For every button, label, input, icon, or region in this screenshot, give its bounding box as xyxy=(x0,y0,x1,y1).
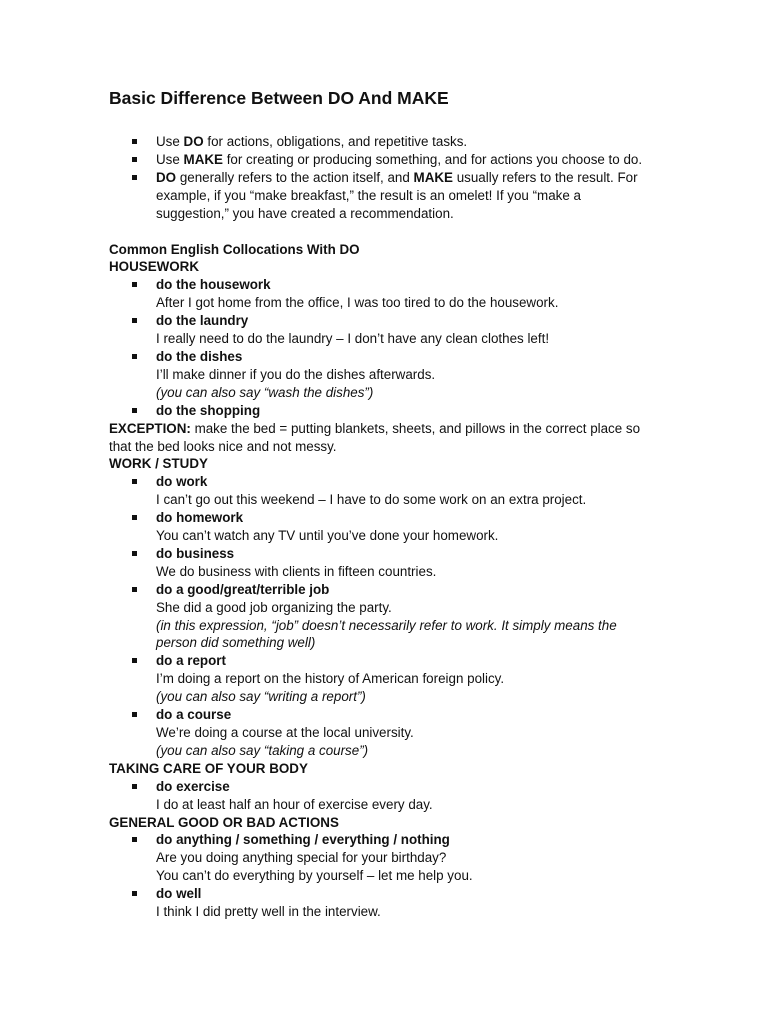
section-heading: HOUSEWORK xyxy=(109,259,200,275)
collocation-item xyxy=(109,831,654,885)
collocation-phrase: do the dishes xyxy=(156,348,243,364)
collocation-item xyxy=(109,276,654,312)
page-title: Basic Difference Between DO And MAKE xyxy=(109,88,449,108)
example-sentence: I do at least half an hour of exercise every day. xyxy=(156,796,433,812)
collocation-item xyxy=(109,581,654,653)
intro-text: Use xyxy=(156,134,184,149)
collocation-phrase: do homework xyxy=(156,510,244,526)
spacer xyxy=(109,223,654,241)
intro-text: generally refers to the action itself, and xyxy=(176,169,414,185)
collocation-phrase: do work xyxy=(156,474,208,490)
collocation-phrase: do the housework xyxy=(156,277,271,293)
keyword: MAKE xyxy=(183,151,223,167)
example-sentence: Are you doing anything special for your birthday? xyxy=(156,850,447,866)
collocation-item xyxy=(109,312,654,348)
collocation-item xyxy=(109,348,654,402)
example-sentence: After I got home from the office, I was too tired to do the housework. xyxy=(156,295,559,311)
keyword: MAKE xyxy=(413,169,453,185)
section-heading: TAKING CARE OF YOUR BODY xyxy=(109,760,308,776)
collocation-phrase: do well xyxy=(156,886,202,902)
example-sentence: We do business with clients in fifteen countries. xyxy=(156,563,437,579)
intro-item xyxy=(109,151,654,169)
keyword: DO xyxy=(183,134,204,149)
collocation-list xyxy=(109,778,654,814)
collocation-phrase: do the shopping xyxy=(156,402,261,418)
exception-note xyxy=(109,420,654,456)
collocation-list xyxy=(109,831,654,921)
collocation-item xyxy=(109,402,654,420)
collocation-phrase: do business xyxy=(156,545,235,561)
usage-note: (you can also say “taking a course”) xyxy=(156,742,369,758)
exception-text: make the bed = putting blankets, sheets, and pillows in the correct place so that the bed looks nice and not messy. xyxy=(109,420,641,454)
example-sentence: I really need to do the laundry – I don’t have any clean clothes left! xyxy=(156,331,550,347)
intro-item xyxy=(109,169,654,223)
example-sentence: You can’t watch any TV until you’ve done your homework. xyxy=(156,528,499,544)
usage-note: (you can also say “wash the dishes”) xyxy=(156,384,374,400)
collocation-item xyxy=(109,545,654,581)
example-sentence: You can’t do everything by yourself – let me help you. xyxy=(156,868,473,884)
intro-text: usually refers to the result. For example, if you “make breakfast,” the result is an omelet! If you “make a suggestion,” you have created a recommendation. xyxy=(156,169,638,221)
example-sentence: I’m doing a report on the history of American foreign policy. xyxy=(156,671,505,687)
collocation-item xyxy=(109,885,654,921)
collocation-phrase: do the laundry xyxy=(156,313,249,329)
example-sentence: I can’t go out this weekend – I have to do some work on an extra project. xyxy=(156,492,587,508)
section-heading: GENERAL GOOD OR BAD ACTIONS xyxy=(109,814,339,830)
collocation-phrase: do exercise xyxy=(156,778,230,794)
usage-note: (you can also say “writing a report”) xyxy=(156,689,366,705)
usage-note: (in this expression, “job” doesn’t necessarily refer to work. It simply means the person did something well) xyxy=(156,617,617,651)
collocation-item xyxy=(109,509,654,545)
collocation-phrase: do anything / something / everything / nothing xyxy=(156,832,450,848)
intro-text: for creating or producing something, and for actions you choose to do. xyxy=(222,151,643,167)
collocation-phrase: do a course xyxy=(156,707,232,723)
collocation-phrase: do a good/great/terrible job xyxy=(156,581,330,597)
collocation-item xyxy=(109,778,654,814)
sections xyxy=(109,258,654,921)
collocation-list xyxy=(109,473,654,760)
intro-text: Use xyxy=(156,151,184,167)
example-sentence: She did a good job organizing the party. xyxy=(156,599,392,615)
intro-item xyxy=(109,133,654,151)
section-heading: WORK / STUDY xyxy=(109,456,208,472)
collocation-phrase: do a report xyxy=(156,653,226,669)
collocations-heading: Common English Collocations With DO xyxy=(109,241,360,257)
example-sentence: I’ll make dinner if you do the dishes afterwards. xyxy=(156,366,436,382)
intro-text: for actions, obligations, and repetitive tasks. xyxy=(203,134,468,149)
collocation-item xyxy=(109,652,654,706)
collocation-list xyxy=(109,276,654,419)
keyword: DO xyxy=(156,169,177,185)
example-sentence: We’re doing a course at the local university. xyxy=(156,725,414,740)
collocation-item xyxy=(109,706,654,760)
document-body xyxy=(109,133,654,921)
exception-label: EXCEPTION: xyxy=(109,420,191,436)
example-sentence: I think I did pretty well in the interview. xyxy=(156,904,381,920)
collocation-item xyxy=(109,473,654,509)
intro-list xyxy=(109,133,654,223)
